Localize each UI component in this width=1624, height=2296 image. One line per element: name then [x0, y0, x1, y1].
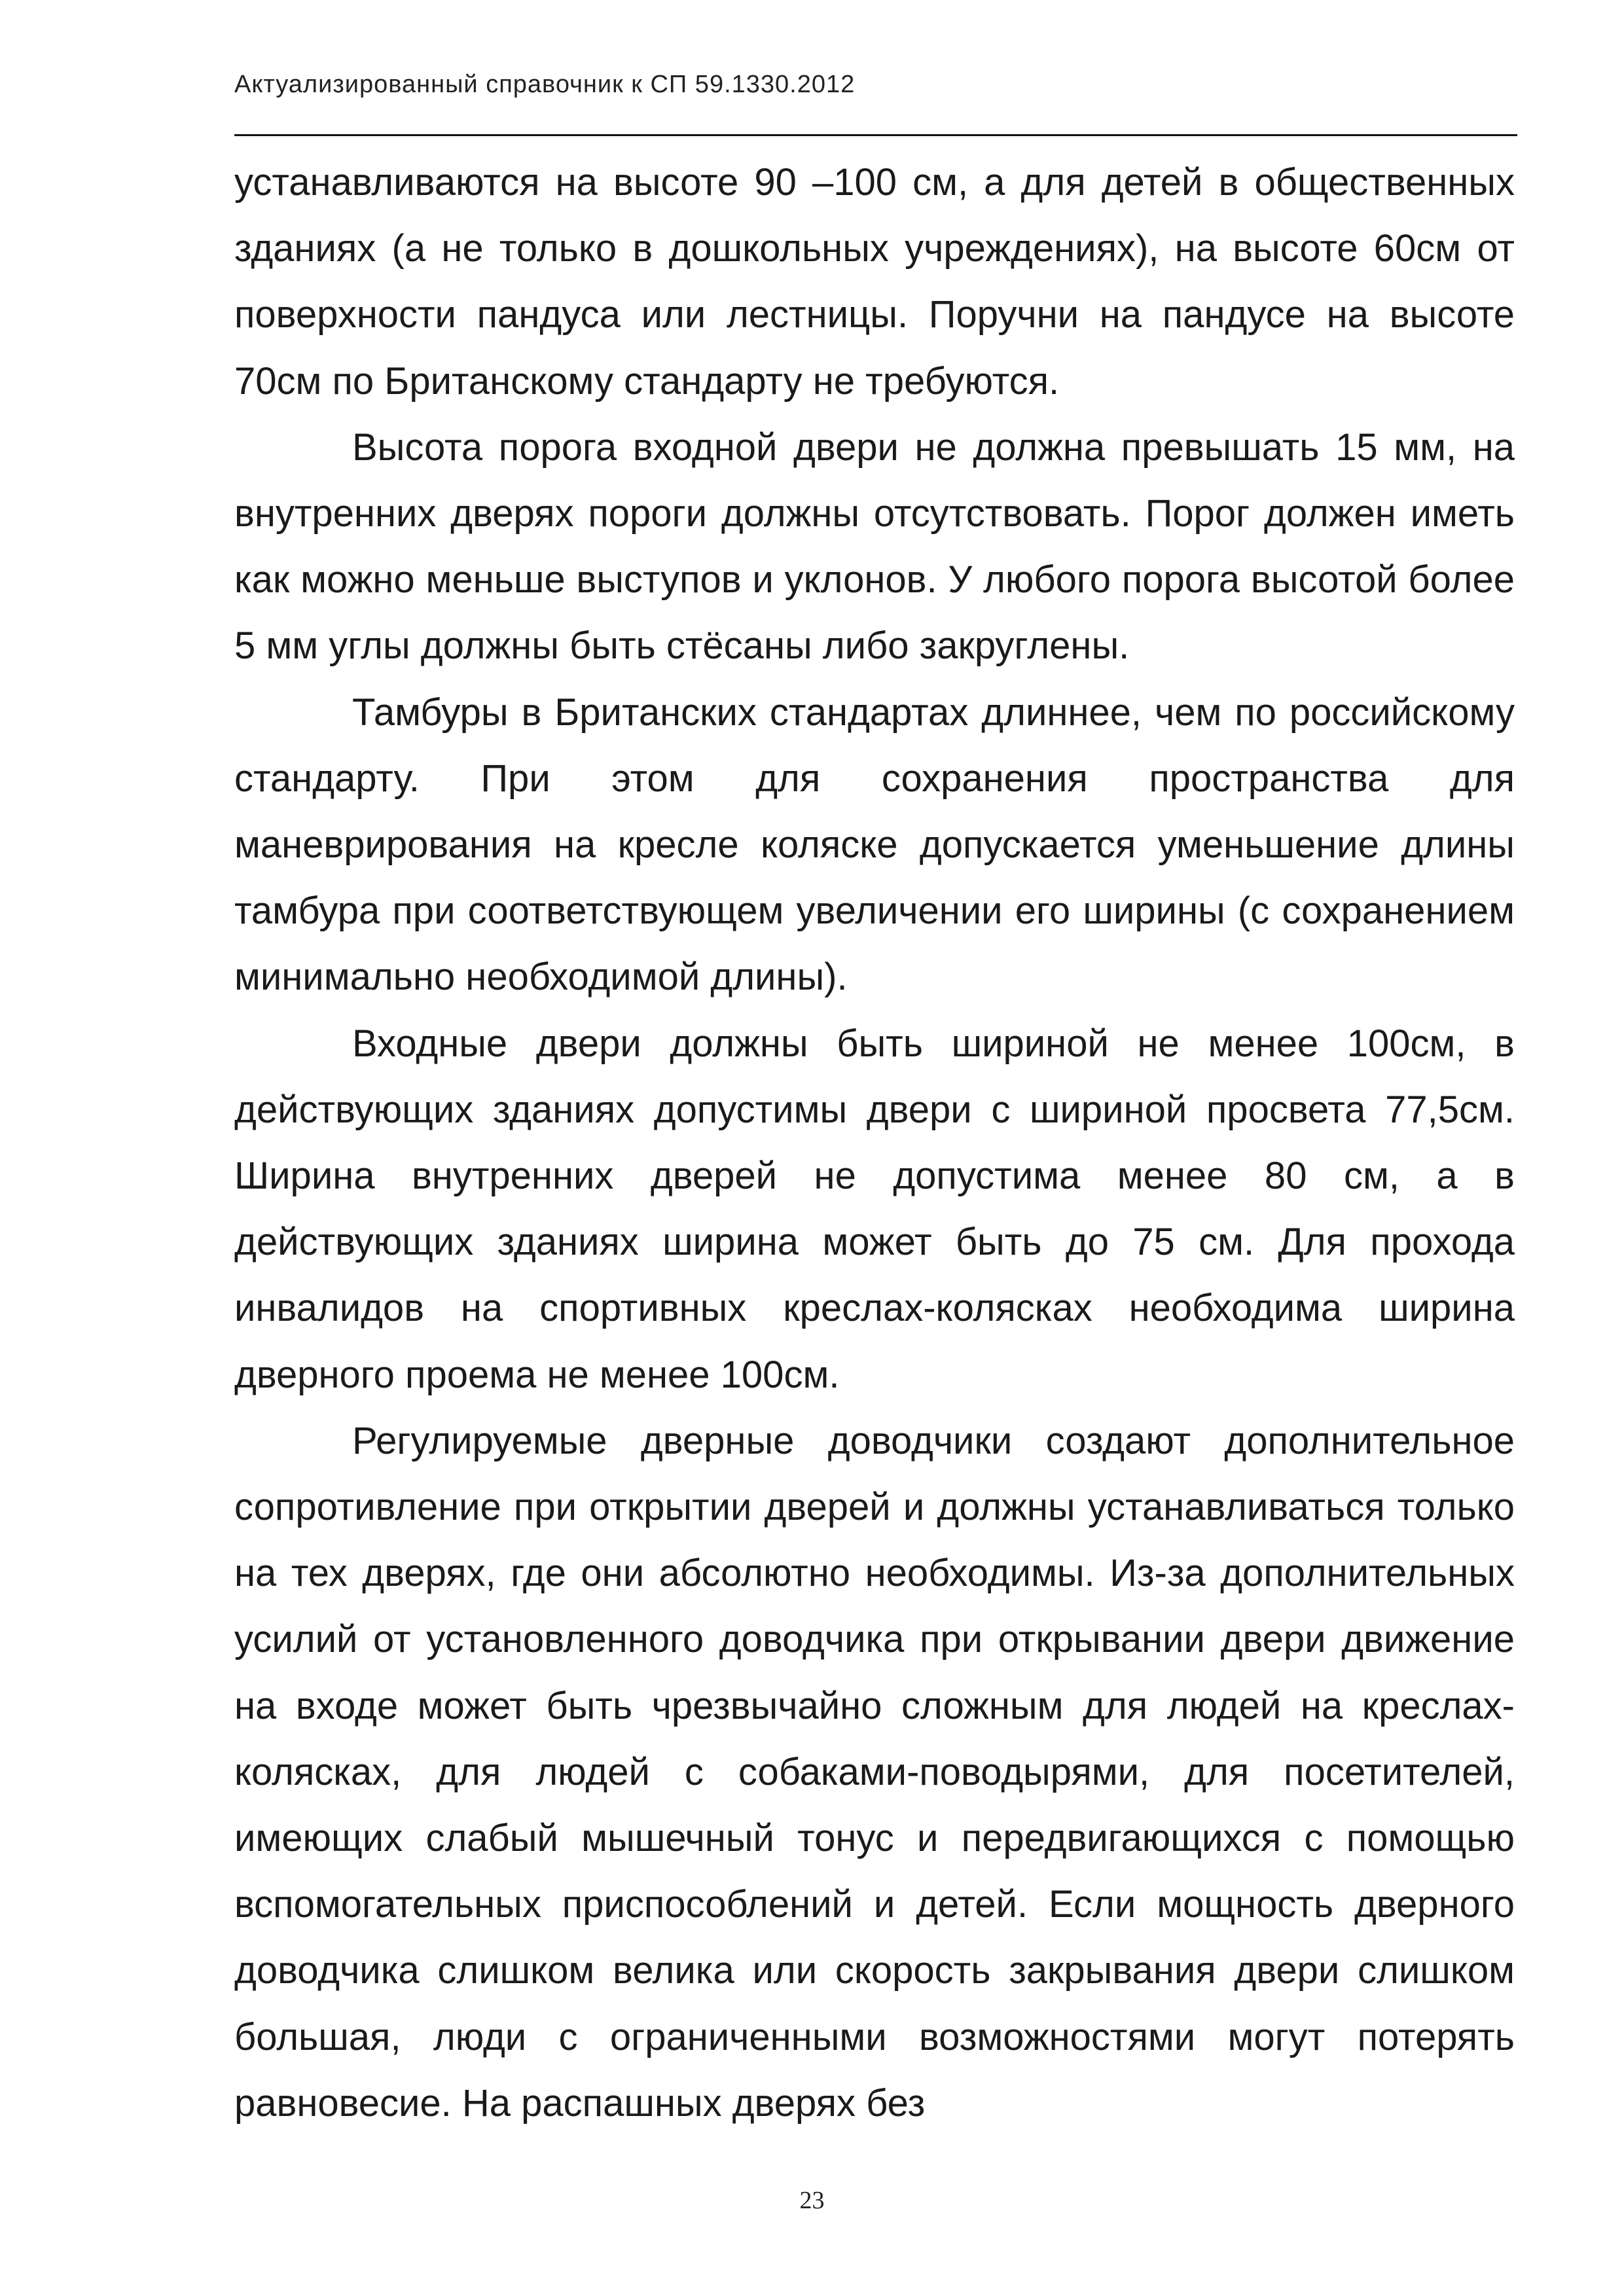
header-divider — [234, 134, 1517, 136]
paragraph-handrails-continued: устанавливаются на высоте 90 –100 см, а для детей в общественных зданиях (а не только в дошкольных учреждениях), на высоте 60см от поверхности пандуса или лестницы. Поручни на пандусе на высоте 70см по Британскому стандарту не требуются. — [234, 161, 1515, 403]
page-number: 23 — [799, 2187, 825, 2214]
paragraph-door-threshold: Высота порога входной двери не должна превышать 15 мм, на внутренних дверях пороги должны отсутствовать. Порог должен иметь как можно меньше выступов и уклонов. У любого порога высотой более 5 мм углы должны быть стёсаны либо закруглены. — [234, 425, 1515, 668]
document-body — [234, 149, 1515, 2136]
paragraph-vestibules: Тамбуры в Британских стандартах длиннее, чем по российскому стандарту. При этом для сохранения пространства для маневрирования на кресле коляске допускается уменьшение длины тамбура при соответствующем увеличении его ширины (с сохранением минимально необходимой длины). — [234, 691, 1515, 999]
page-header-title: Актуализированный справочник к СП 59.1330.2012 — [234, 71, 856, 98]
paragraph-door-width: Входные двери должны быть шириной не менее 100см, в действующих зданиях допустимы двери с шириной просвета 77,5см. Ширина внутренних дверей не допустима менее 80 см, а в действующих зданиях ширина может быть до 75 см. Для прохода инвалидов на спортивных креслах-колясках необходима ширина дверного проема не менее 100см. — [234, 1022, 1515, 1396]
paragraph-door-closers: Регулируемые дверные доводчики создают дополнительное сопротивление при открытии дверей и должны устанавливаться только на тех дверях, где они абсолютно необходимы. Из-за дополнительных усилий от установленного доводчика при открывании двери движение на входе может быть чрезвычайно сложным для людей на креслах-колясках, для людей с собаками-поводырями, для посетителей, имеющих слабый мышечный тонус и передвигающихся с помощью вспомогательных приспособлений и детей. Если мощность дверного доводчика слишком велика или скорость закрывания двери слишком большая, люди с ограниченными возможностями могут потерять равновесие. На распашных дверях без — [234, 1419, 1515, 2125]
